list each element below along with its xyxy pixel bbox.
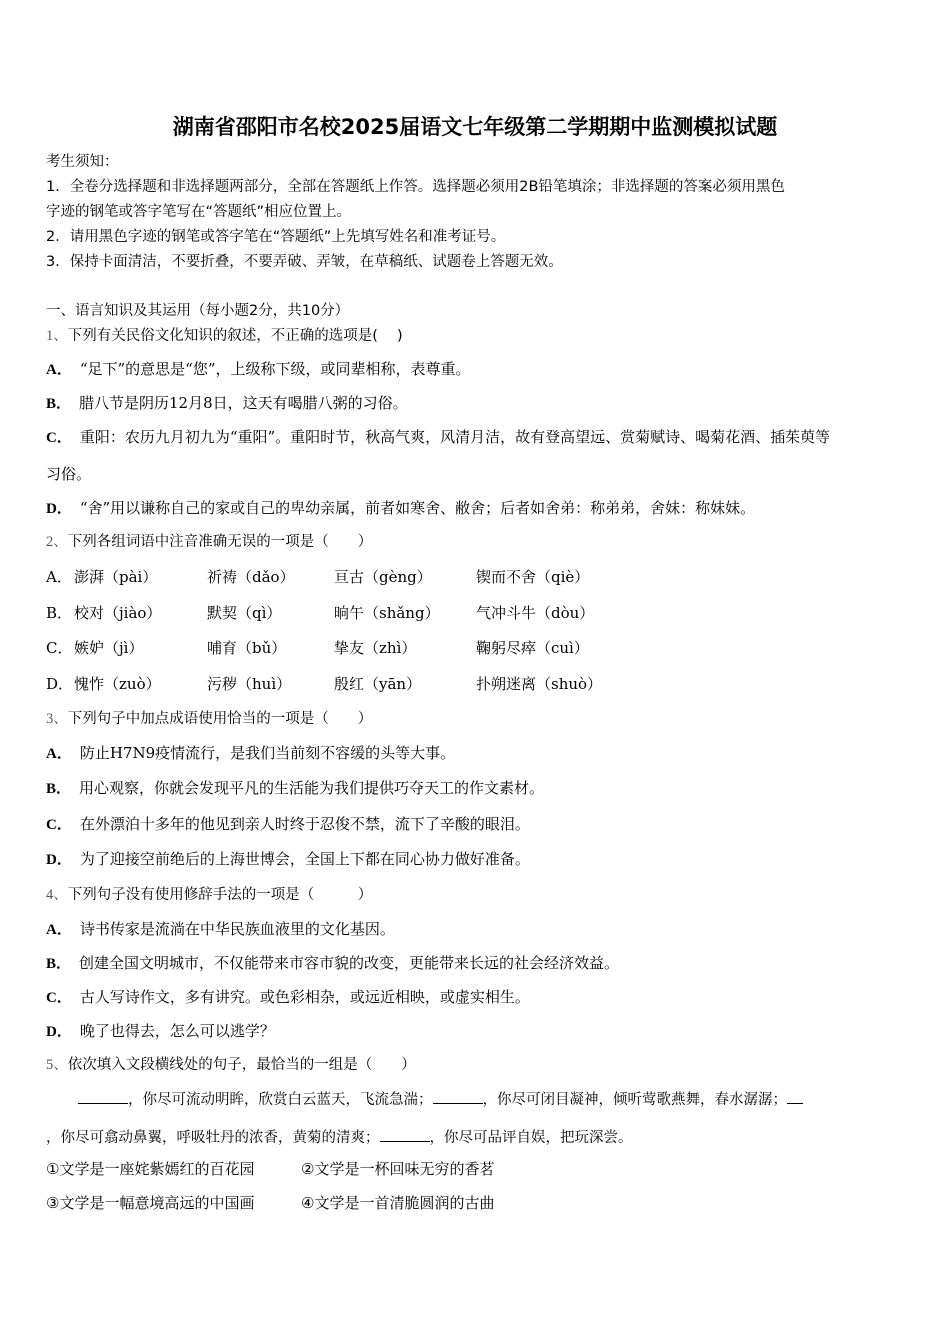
option-text: 晚了也得去，怎么可以逃学？ — [79, 1022, 275, 1040]
question-stem: 下列各组词语中注音准确无误的一项是（ ） — [67, 534, 373, 550]
option-letter: C． — [46, 817, 72, 833]
pinyin-word: 殷红（yān） — [334, 675, 422, 693]
option-text: 防止H7N9疫情流行，是我们当前刻不容缓的头等大事。 — [79, 744, 456, 762]
question-4-stem — [46, 885, 372, 905]
q1-option-d — [46, 498, 755, 519]
question-number: 5、 — [46, 1057, 68, 1073]
pinyin-word: 默契（qì） — [207, 604, 282, 622]
option-text: 在外漂泊十多年的他见到亲人时终于忍俊不禁，流下了辛酸的眼泪。 — [79, 815, 530, 833]
q3-option-d — [46, 849, 530, 870]
pinyin-word: 澎湃（pài） — [74, 568, 158, 586]
question-stem: 下列句子中加点成语使用恰当的一项是（ ） — [67, 711, 373, 727]
option-text: 为了迎接空前绝后的上海世博会，全国上下都在同心协力做好准备。 — [79, 850, 530, 868]
pinyin-word: 嫉妒（jì） — [74, 639, 144, 657]
question-5-stem — [46, 1055, 416, 1075]
notice-item: 3．保持卡面清洁，不要折叠，不要弄破、弄皱，在草稿纸、试题卷上答题无效。 — [46, 254, 563, 270]
notice-item: 1．全卷分选择题和非选择题两部分，全部在答题纸上作答。选择题必须用2B铅笔填涂；非选择题的答案必须用黑色 — [46, 179, 785, 195]
q1-option-a — [46, 359, 471, 380]
option-letter: D． — [46, 1024, 72, 1040]
option-letter: D． — [46, 675, 74, 693]
option-text: 重阳：农历九月初九为“重阳”。重阳时节，秋高气爽，风清月洁，故有登高望远、赏菊赋诗、喝菊花酒、插茱萸等 — [79, 428, 831, 446]
notice-item: 字迹的钢笔或答字笔写在“答题纸”相应位置上。 — [46, 204, 352, 220]
q1-option-c-continuation: 习俗。 — [46, 465, 92, 483]
fill-blank[interactable] — [787, 1089, 803, 1104]
fill-blank[interactable] — [380, 1127, 430, 1142]
option-letter: D． — [46, 501, 72, 517]
passage-segment: ，你尽可品评自娱，把玩深尝。 — [429, 1130, 633, 1146]
question-stem: 依次填入文段横线处的句子，最恰当的一组是（ ） — [67, 1057, 416, 1073]
q4-option-c — [46, 987, 530, 1008]
passage-segment: ，你尽可流动明眸，欣赏白云蓝天，飞流急湍； — [128, 1092, 433, 1108]
option-text: 古人写诗作文，多有讲究。或色彩相杂，或远近相映，或虚实相生。 — [79, 988, 530, 1006]
question-number: 2、 — [46, 534, 68, 550]
pinyin-word: 亘古（gèng） — [334, 568, 432, 586]
pinyin-word: 哺育（bǔ） — [207, 639, 287, 657]
option-letter: A． — [46, 746, 72, 762]
page-title: 湖南省邵阳市名校2025届语文七年级第二学期期中监测模拟试题 — [172, 115, 778, 139]
q3-option-c — [46, 814, 530, 835]
q1-option-b — [46, 393, 408, 414]
option-letter: B． — [46, 604, 73, 622]
pinyin-word: 气冲斗牛（dòu） — [476, 604, 595, 622]
option-text: 诗书传家是流淌在中华民族血液里的文化基因。 — [79, 920, 395, 938]
option-letter: A． — [46, 922, 72, 938]
section-heading: 一、语言知识及其运用（每小题2分，共10分） — [46, 303, 350, 319]
question-2-stem — [46, 532, 372, 552]
option-letter: B． — [46, 396, 72, 412]
pinyin-word: 校对（jiào） — [74, 604, 162, 622]
option-letter: B． — [46, 781, 72, 797]
pinyin-word: 鞠躬尽瘁（cuì） — [476, 639, 589, 657]
pinyin-word: 扑朔迷离（shuò） — [476, 675, 603, 693]
option-text: 用心观察，你就会发现平凡的生活能为我们提供巧夺天工的作文素材。 — [79, 779, 545, 797]
pinyin-word: 晌午（shǎng） — [334, 604, 440, 622]
option-text: “足下”的意思是“您”，上级称下级，或同辈相称，表尊重。 — [79, 360, 471, 378]
pinyin-word: 祈祷（dǎo） — [207, 568, 295, 586]
q5-choice-4: ④文学是一首清脆圆润的古曲 — [301, 1194, 495, 1212]
pinyin-word: 愧怍（zuò） — [74, 675, 161, 693]
option-letter: D． — [46, 852, 72, 868]
pinyin-word: 挚友（zhì） — [334, 639, 417, 657]
fill-blank[interactable] — [78, 1089, 128, 1104]
question-stem: 下列句子没有使用修辞手法的一项是（ ） — [67, 887, 373, 903]
option-text: 创建全国文明城市，不仅能带来市容市貌的改变，更能带来长远的社会经济效益。 — [79, 954, 620, 972]
question-number: 4、 — [46, 887, 68, 903]
pinyin-word: 锲而不舍（qiè） — [476, 568, 590, 586]
q5-choice-1: ①文学是一座姹紫嫣红的百花园 — [46, 1160, 255, 1178]
option-letter: C． — [46, 430, 72, 446]
notice-item: 2．请用黑色字迹的钢笔或答字笔在“答题纸”上先填写姓名和准考证号。 — [46, 229, 506, 245]
fill-blank[interactable] — [433, 1089, 483, 1104]
notice-heading: 考生须知： — [46, 154, 119, 170]
option-text: “舍”用以谦称自己的家或自己的卑幼亲属，前者如寒舍、敝舍；后者如舍弟：称弟弟，舍妹：称妹妹。 — [79, 499, 756, 517]
question-1-stem — [46, 326, 403, 346]
q5-choice-2: ②文学是一杯回味无穷的香茗 — [301, 1160, 495, 1178]
option-letter: B． — [46, 956, 72, 972]
pinyin-word: 污秽（huì） — [207, 675, 292, 693]
q5-passage-line-2 — [46, 1127, 633, 1148]
q4-option-b — [46, 953, 619, 974]
q3-option-b — [46, 778, 544, 799]
q5-choice-3: ③文学是一幅意境高远的中国画 — [46, 1194, 255, 1212]
passage-segment: ，你尽可闭目凝神，倾听莺歌燕舞，春水潺潺； — [482, 1092, 787, 1108]
passage-segment: ，你尽可翕动鼻翼，呼吸牡丹的浓香，黄菊的清爽； — [46, 1130, 380, 1146]
option-letter: A． — [46, 362, 72, 378]
option-text: 腊八节是阴历12月8日，这天有喝腊八粥的习俗。 — [79, 394, 408, 412]
question-number: 1、 — [46, 328, 68, 344]
question-stem: 下列有关民俗文化知识的叙述，不正确的选项是( ) — [67, 328, 403, 344]
question-3-stem — [46, 709, 372, 729]
q5-passage-line-1 — [78, 1089, 803, 1110]
question-number: 3、 — [46, 711, 68, 727]
option-letter: C． — [46, 990, 72, 1006]
q1-option-c — [46, 427, 830, 448]
q3-option-a — [46, 743, 455, 764]
option-letter: A． — [46, 568, 72, 586]
q4-option-a — [46, 919, 395, 940]
q4-option-d — [46, 1021, 275, 1042]
option-letter: C． — [46, 639, 73, 657]
